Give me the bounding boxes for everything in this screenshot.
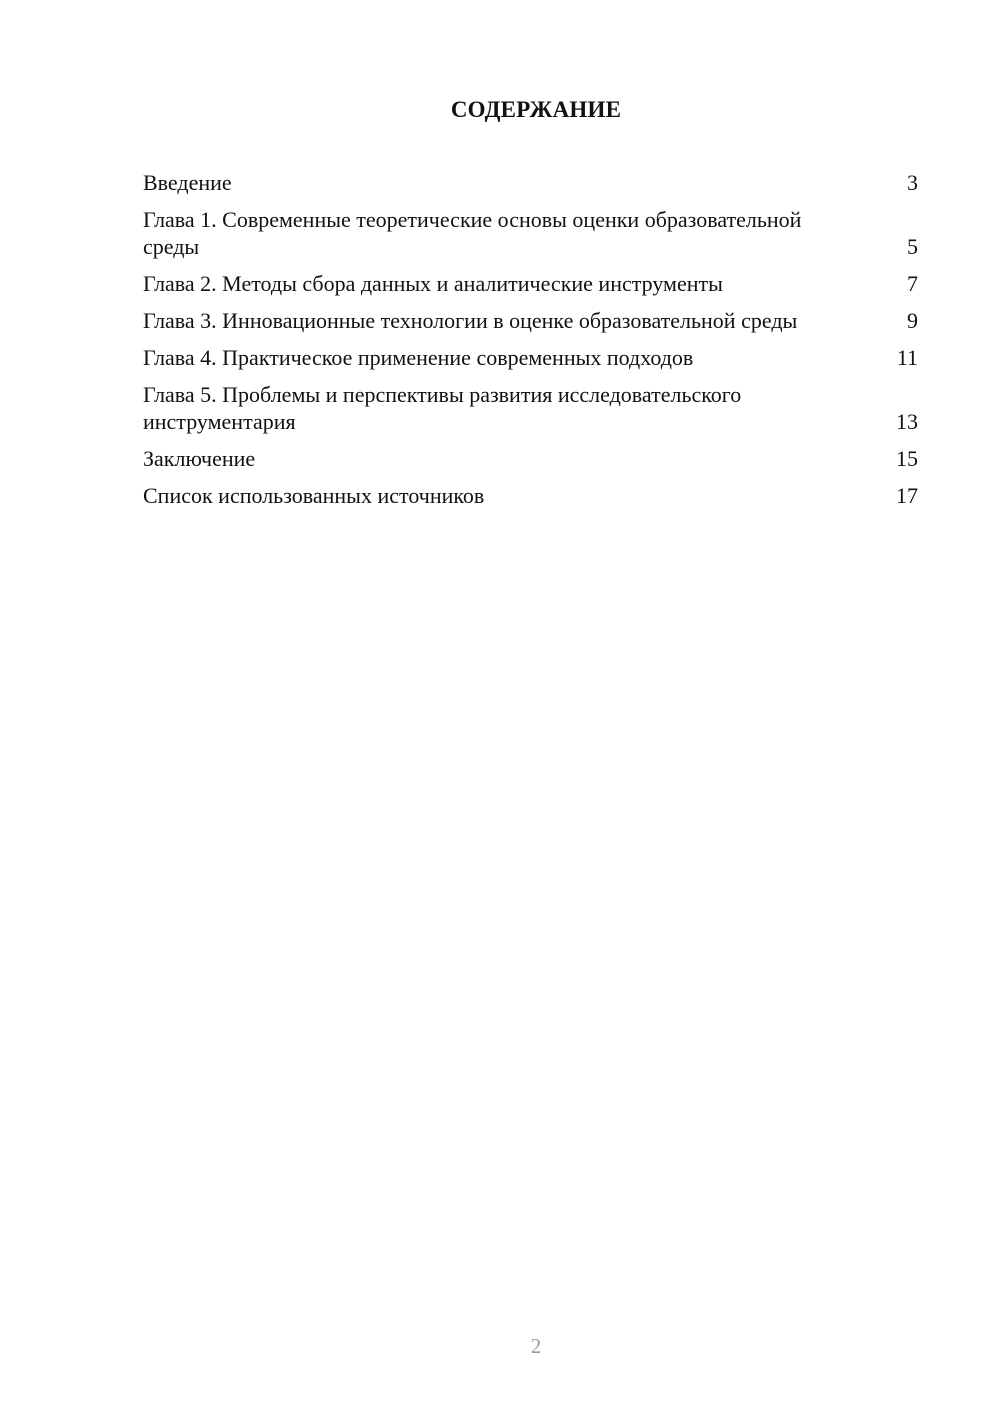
toc-entry-title: Глава 3. Инновационные технологии в оценке образовательной среды [143, 308, 798, 333]
toc-entry-title: Глава 2. Методы сбора данных и аналитические инструменты [143, 271, 723, 296]
toc-entry-title: Глава 5. Проблемы и перспективы развития исследовательского инструментария [143, 382, 742, 434]
toc-entry-page: 13 [896, 409, 918, 434]
toc-entry-page: 11 [896, 345, 918, 370]
toc-entry-page: 7 [907, 271, 918, 296]
toc-entry-page: 5 [907, 234, 918, 259]
toc-entry[interactable] [143, 344, 918, 371]
toc-entry-title: Список использованных источников [143, 483, 485, 508]
toc-entry[interactable] [143, 270, 918, 297]
toc-entry-page: 17 [896, 483, 918, 508]
page-title: СОДЕРЖАНИЕ [450, 97, 622, 122]
toc-entry[interactable] [143, 307, 918, 334]
page-number: 2 [530, 1334, 542, 1358]
toc-entry[interactable] [143, 206, 918, 260]
toc-entry-page: 15 [896, 446, 918, 471]
toc-entry-page: 9 [907, 308, 918, 333]
table-of-contents [143, 169, 918, 519]
toc-entry[interactable] [143, 381, 918, 435]
toc-entry-title: Заключение [143, 446, 256, 471]
toc-entry-title: Глава 1. Современные теоретические основы оценки образовательной среды [143, 207, 802, 259]
toc-entry[interactable] [143, 169, 918, 196]
toc-entry[interactable] [143, 445, 918, 472]
toc-entry[interactable] [143, 482, 918, 509]
toc-entry-title: Введение [143, 170, 232, 195]
toc-entry-title: Глава 4. Практическое применение современных подходов [143, 345, 694, 370]
toc-entry-page: 3 [907, 170, 918, 195]
